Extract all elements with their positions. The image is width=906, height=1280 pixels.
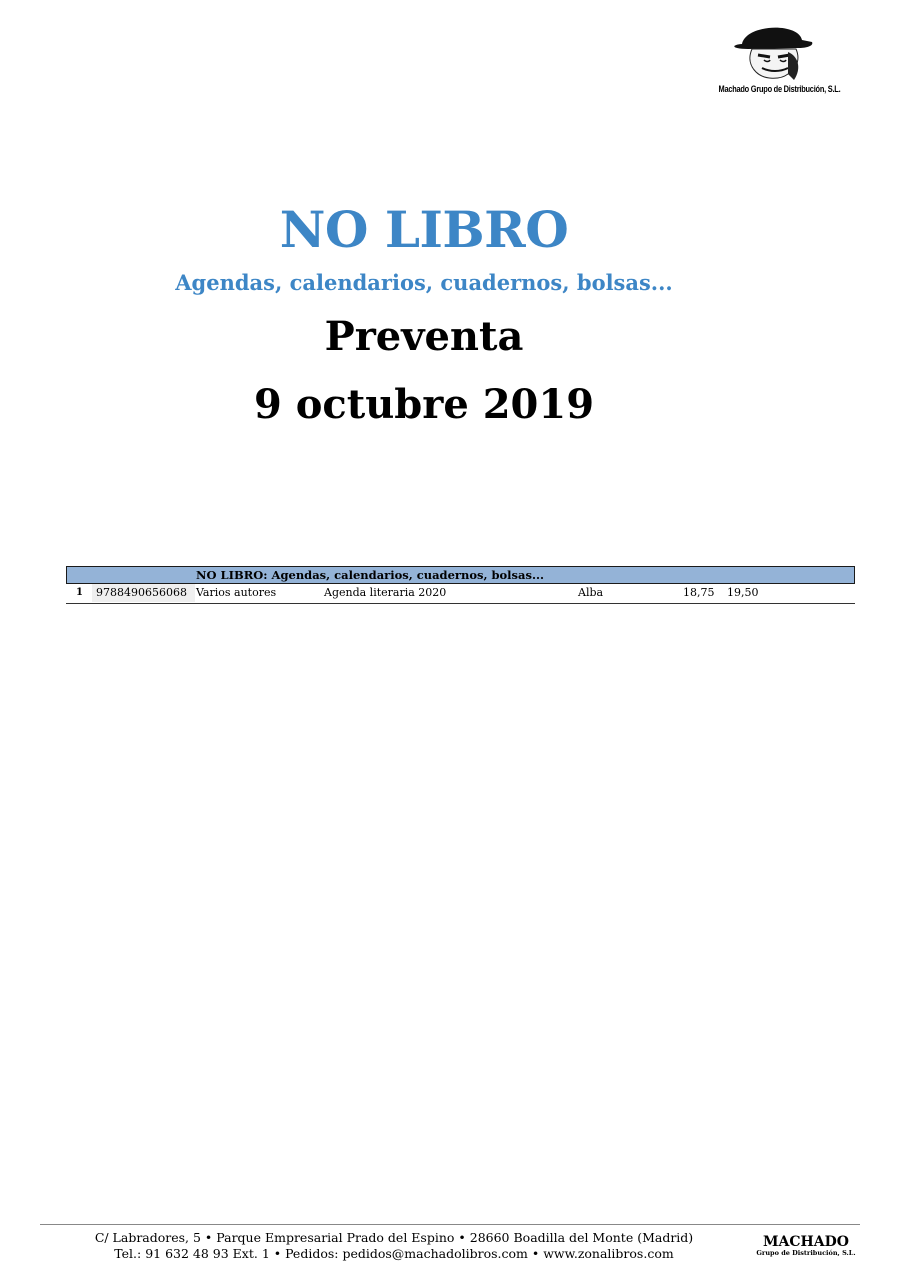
row-isbn: 9788490656068 xyxy=(92,584,195,602)
document-date: 9 octubre 2019 xyxy=(253,381,595,428)
row-title: Agenda literaria 2020 xyxy=(324,586,447,599)
section-label: NO LIBRO: Agendas, calendarios, cuadernos, bolsas... xyxy=(196,568,544,582)
footer-address: C/ Labradores, 5 • Parque Empresarial Prado del Espino • 28660 Boadilla del Monte (Madrid) xyxy=(94,1230,694,1245)
footer-contact: Tel.: 91 632 48 93 Ext. 1 • Pedidos: pedidos@machadolibros.com • www.zonalibros.com xyxy=(114,1246,674,1261)
table-header xyxy=(66,566,855,584)
document-title: NO LIBRO xyxy=(279,200,569,259)
row-publisher: Alba xyxy=(578,586,604,599)
footer-brand: MACHADO xyxy=(763,1234,849,1250)
row-price-2: 19,50 xyxy=(727,586,759,599)
row-number: 1 xyxy=(76,587,83,598)
row-price-1: 18,75 xyxy=(683,586,715,599)
logo-caption: Machado Grupo de Distribución, S.L. xyxy=(718,84,841,95)
document-heading: Preventa xyxy=(324,313,524,360)
hat-figure-icon xyxy=(702,22,852,84)
document-subtitle: Agendas, calendarios, cuadernos, bolsas... xyxy=(175,270,673,295)
catalog-table xyxy=(66,566,855,604)
company-logo xyxy=(702,22,852,102)
row-author: Varios autores xyxy=(196,586,277,599)
table-row xyxy=(66,584,855,604)
footer-brand-subtitle: Grupo de Distribución, S.L. xyxy=(756,1249,856,1257)
footer-divider xyxy=(40,1224,860,1225)
